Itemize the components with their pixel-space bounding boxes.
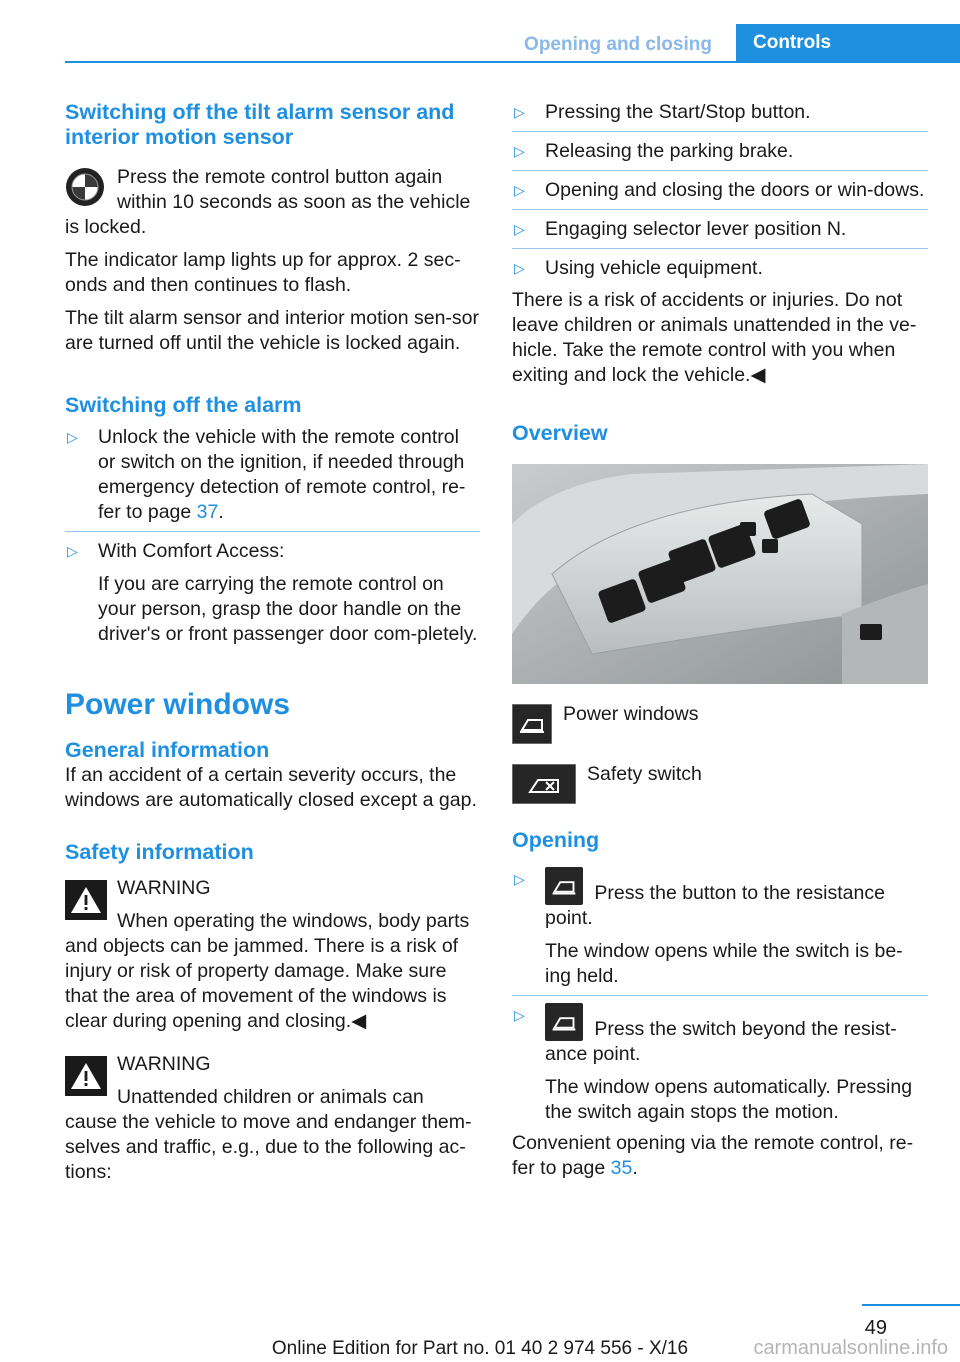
bullet-triangle-icon: ▷ (514, 143, 525, 159)
bullet-triangle-icon: ▷ (514, 1007, 525, 1023)
door-switch-panel-photo (512, 464, 928, 684)
warning-1 (65, 876, 480, 1034)
warning-2-text: Unattended children or animals can cause the vehicle to move and endanger them-selves and traffic, e.g., due to the following ac-tions: (65, 1086, 472, 1183)
tilt-heading: Switching off the tilt alarm sensor and interior motion sensor (65, 100, 455, 149)
alarm-bullet-1: ▷ Unlock the vehicle with the remote control or switch on the ignition, if needed through emergency detection of remote control, re-fer to page 37. (67, 426, 466, 523)
action-bullet-3: ▷ Opening and closing the doors or win-dows. (514, 179, 925, 201)
bullet-divider (65, 531, 480, 532)
bullet-divider (512, 170, 928, 171)
action-bullet-1: ▷ Pressing the Start/Stop button. (514, 101, 811, 123)
bullet-triangle-icon: ▷ (67, 543, 78, 559)
section-title: Opening and closing (524, 34, 712, 55)
edition-footer: Online Edition for Part no. 01 40 2 974 556 - X/16 (271, 1338, 689, 1359)
page-link-37[interactable]: 37 (196, 501, 219, 523)
action-bullet-4: ▷ Engaging selector lever position N. (514, 218, 847, 240)
alarm-heading: Switching off the alarm (65, 393, 302, 417)
window-button-icon (512, 704, 552, 744)
chapter-tab: Controls (736, 24, 960, 61)
power-windows-heading: Power windows (65, 688, 291, 721)
tilt-p2: The indicator lamp lights up for approx. 2 sec-onds and then continues to flash. (65, 249, 461, 296)
tilt-remote-para (65, 165, 480, 240)
window-button-icon (545, 1003, 583, 1041)
alarm-bullet-2: ▷ With Comfort Access: If you are carrying the remote control on your person, grasp the door handle on the driver's or front passenger door com-pletely. (67, 540, 478, 645)
action-bullet-5: ▷ Using vehicle equipment. (514, 257, 763, 279)
page-link-35[interactable]: 35 (610, 1157, 633, 1179)
safety-switch-icon (512, 764, 576, 804)
legend-power-label: Power windows (563, 703, 699, 725)
right-column (512, 100, 928, 1181)
tilt-p3: The tilt alarm sensor and interior motion sen-sor are turned off until the vehicle is locked again. (65, 307, 480, 354)
tilt-p1: Press the remote control button again within 10 seconds as soon as the vehicle is locked. (65, 166, 471, 238)
bullet-triangle-icon: ▷ (514, 182, 525, 198)
opening-bullet-2: ▷ Press the switch beyond the resist-ance point. The window opens automatically. Pressing the switch again stops the motion. (512, 1003, 928, 1125)
action-bullet-2: ▷ Releasing the parking brake. (514, 140, 794, 162)
bullet-triangle-icon: ▷ (514, 221, 525, 237)
bullet-divider (512, 209, 928, 210)
risk-text: There is a risk of accidents or injuries. Do not leave children or animals unattended in the ve-hicle. Take the remote control with you when exiting and lock the vehicle.◀ (512, 289, 917, 386)
bullet-divider (512, 131, 928, 132)
general-info-text: If an accident of a certain severity occurs, the windows are automatically closed except a gap. (65, 764, 477, 811)
warning-icon (65, 880, 107, 920)
legend-power-windows (512, 704, 928, 746)
opening-bullet-1: ▷ Press the button to the resistance point. The window opens while the switch is be-ing held. (512, 867, 928, 989)
convenient-opening-text: Convenient opening via the remote control, re-fer to page 35. (512, 1132, 914, 1179)
header-rule (65, 61, 960, 63)
legend-safety-switch (512, 764, 928, 806)
bullet-triangle-icon: ▷ (514, 260, 525, 276)
bullet-divider (512, 248, 928, 249)
footer-rule (862, 1304, 960, 1306)
bullet-triangle-icon: ▷ (67, 429, 78, 445)
warning-1-text: When operating the windows, body parts and objects can be jammed. There is a risk of injury or risk of property damage. Make sure that the area of movement of the windows is clear during opening and closing.◀ (65, 910, 470, 1032)
legend-safety-label: Safety switch (587, 763, 702, 785)
warning-icon (65, 1056, 107, 1096)
bmw-logo-icon (65, 167, 105, 207)
warning-1-title: WARNING (117, 877, 211, 899)
page-number: 49 (864, 1317, 887, 1339)
warning-2-title: WARNING (117, 1053, 211, 1075)
warning-2 (65, 1052, 480, 1185)
left-column (65, 100, 480, 1185)
bullet-divider (512, 995, 928, 996)
watermark: carmanualsonline.info (753, 1337, 948, 1359)
general-info-heading: General information (65, 738, 270, 762)
bullet-triangle-icon: ▷ (514, 104, 525, 120)
bullet-triangle-icon: ▷ (514, 871, 525, 887)
overview-heading: Overview (512, 421, 608, 445)
safety-info-heading: Safety information (65, 840, 254, 864)
window-button-icon (545, 867, 583, 905)
opening-heading: Opening (512, 828, 600, 852)
